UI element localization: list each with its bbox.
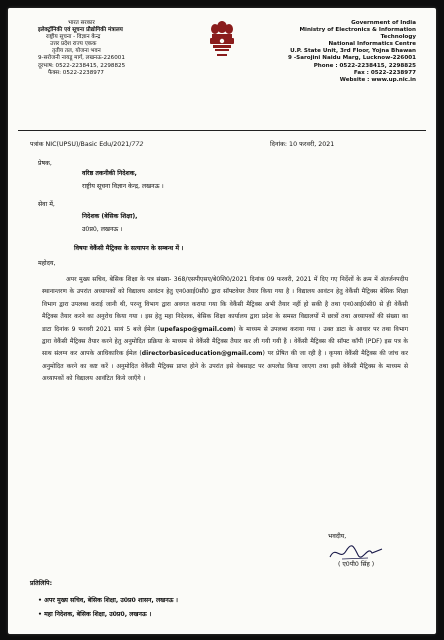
closing-text: भवदीय, xyxy=(328,533,347,540)
header-line: Ministry of Electronics & Information Technology xyxy=(299,27,416,41)
signatory-name: ( ए0पी0 सिंह ) xyxy=(338,561,375,568)
header-line: U.P. State Unit, 3rd Floor, Yojna Bhawan xyxy=(290,48,416,55)
letterhead-english xyxy=(268,20,416,84)
reference-row xyxy=(30,139,422,148)
salutation: महोदय, xyxy=(38,260,56,267)
header-fax: Fax : 0522-2238977 xyxy=(353,69,416,76)
reference-handwritten: 772 xyxy=(131,141,144,148)
body-text: अपर मुख्य सचिव, बेसिक शिक्षा के पत्र संख्या- 368/एसपीएसए/बे0शि0/2021 दिनांक 09 फरवरी, 2021 में दिए गए निर्देशों के क्रम में अंतर्जनपदीय स्थानान्तरण के उपरांत अध्यापकों को विद्यालय आवंटन हेतु एन0आई0सी0 द्वारा सॉफ्टवेयर तैयार किया गया है । विद्यालय आवंटन हेतु वेकैंसी मैट्रिक्स बेसिक शिक्षा विभाग द्वारा उपलब्ध कराई जानी थी, परन्तु विभाग द्वारा अवगत कराया गया कि वेकैंसी मैट्रिक्स अभी तैयार नहीं हो सकी है तथा एन0आई0सी0 से ही वेकैंसी मैट्रिक्स तैयार करने का अनुरोध किया गया । इस हेतु महा निदेशक, बेसिक शिक्षा कार्यालय द्वारा प्रदेश के समस्त विद्यालयों में छात्रों तथा अध्यापकों की संख्या का डाटा दिनांक 9 फरवरी 2021 सायं 5 बजे ईमेल ( xyxy=(42,276,408,333)
letterhead-hindi xyxy=(38,20,188,77)
header-line: National Informatics Centre xyxy=(328,41,416,48)
header-line: 9 -Sarojini Naidu Marg, Lucknow-226001 xyxy=(288,55,416,62)
header-line: 9-सरोजनी नायडू मार्ग, लखनऊ-226001 xyxy=(38,55,125,62)
header-divider xyxy=(18,130,426,131)
cc-list xyxy=(38,594,178,622)
cc-item: • महा निदेशक, बेसिक शिक्षा, उ0प्र0, लखनऊ । xyxy=(38,611,152,618)
header-website: Website : www.up.nic.in xyxy=(339,76,416,83)
body-text: ) पर प्रेषित की जा रही है । कृपया वेकैंसी मैट्रिक्स की जांच कर अनुमोदित करने का कष्ट करें । अनुमोदित वेकैंसी मैट्रिक्स प्राप्त होने के उपरांत इसे वेबसाइट पर अपलोड किया जाएगा तथा इसी वेकैंसी मैट्रिक्स के माध्यम से अध्यापकों को विद्यालय आवंटित किये जाएँगे । xyxy=(42,350,408,383)
header-line: Government of India xyxy=(351,20,416,26)
recipient-line: निदेशक (बेसिक शिक्षा), xyxy=(82,213,138,220)
header-phone: दूरभाष: 0522-2238415, 2298825 xyxy=(38,62,126,69)
header-line: इलेक्ट्रॉनिकी एवं सूचना प्रौद्योगिकी मंत्रालय xyxy=(38,27,123,34)
subject-line: विषयः वेकैंसी मैट्रिक्स के सत्यापन के सम्बन्ध में । xyxy=(74,245,184,252)
header-fax: फैक्स: 0522-2238977 xyxy=(48,69,104,76)
national-emblem-icon xyxy=(206,18,238,64)
letter-body xyxy=(42,274,408,386)
recipient-label: सेवा में, xyxy=(38,201,55,208)
sender-line: राष्ट्रीय सूचना विज्ञान केन्द्र, लखनऊ । xyxy=(82,183,164,190)
letter-page xyxy=(8,8,436,634)
sender-label: प्रेषक, xyxy=(38,160,52,167)
email-upefaspo[interactable]: upefaspo@gmail.com xyxy=(159,325,234,333)
header-line: तृतीय तल, योजना भवन xyxy=(52,48,101,55)
sender-line: वरिष्ठ तकनीकी निदेशक, xyxy=(82,170,137,177)
recipient-line: उ0प्र0, लखनऊ । xyxy=(82,226,123,233)
body-text: ) के माध्यम से उपलब्ध कराया गया । उक्त डाटा के आधार पर तथा विभाग द्वारा वेकैंसी मैट्रिक्स तैयार करने हेतु अनुमोदित प्रक्रिया के माध्यम से वेकैंसी मैट्रिक्स तैयार कर ली गयी गयी है । वेकैंसी मैट्रिक्स की सॉफ्ट कॉपी (PDF) इस पत्र के साथ संलग्न कर आपके आधिकारिक ईमेल ( xyxy=(42,325,409,358)
header-line: उत्तर प्रदेश राज्य एकक xyxy=(50,41,97,48)
header-line: राष्ट्रीय सूचना - विज्ञान केन्द्र xyxy=(46,34,101,41)
signature-icon xyxy=(328,543,384,563)
letter-date: दिनांक: 10 फरवरी, 2021 xyxy=(270,141,335,148)
cc-item: • अपर मुख्य सचिव, बेसिक शिक्षा, उ0प्र0 शासन, लखनऊ । xyxy=(38,597,178,604)
cc-label: प्रतिलिपि: xyxy=(30,580,53,587)
header-phone: Phone : 0522-2238415, 2298825 xyxy=(313,62,416,69)
header-line: भारत सरकार xyxy=(68,20,95,26)
email-director[interactable]: directorbasiceducation@gmail.com xyxy=(141,350,263,358)
reference-number: पत्रांक NIC(UPSU)/Basic Edu/2021/ xyxy=(30,141,132,148)
